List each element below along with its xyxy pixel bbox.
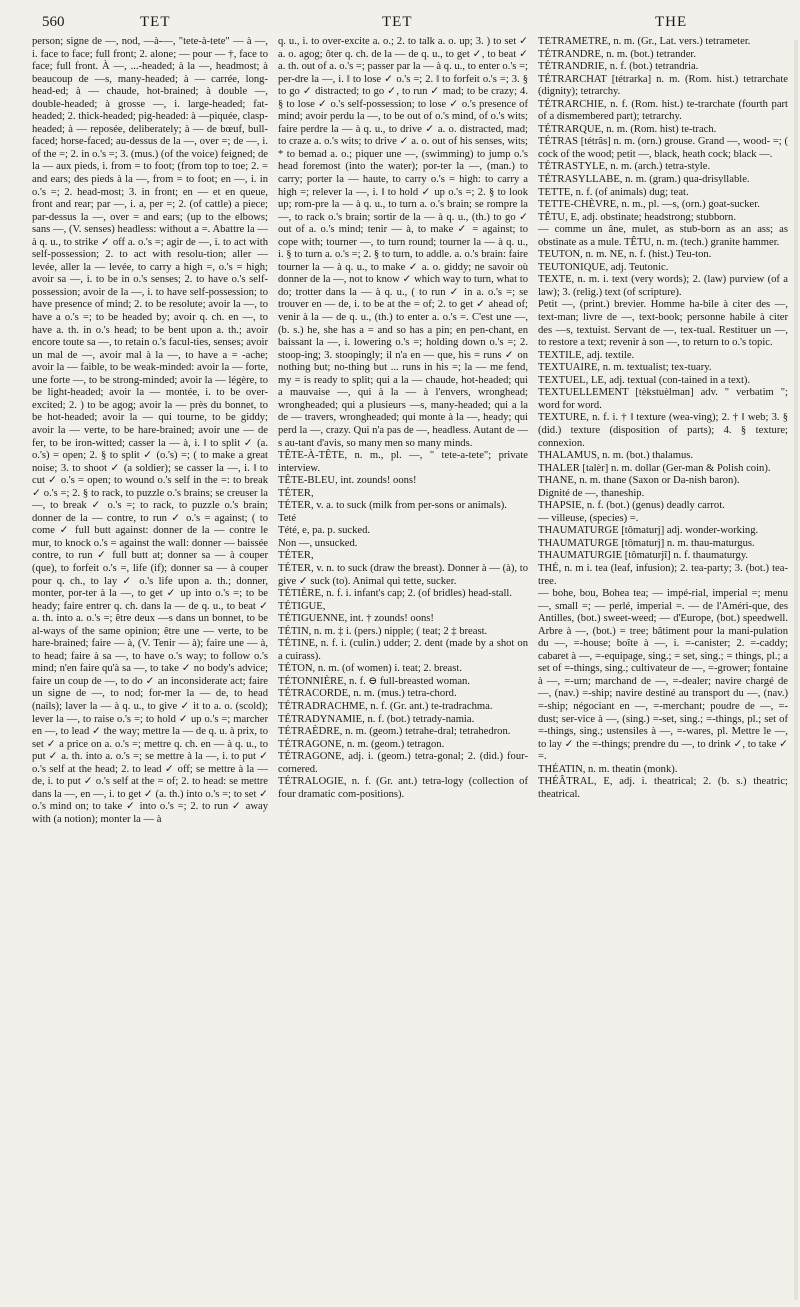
column-middle bbox=[278, 36, 528, 1297]
dictionary-entry: THAUMATURGIE [tômaturjî] n. f. thaumaturgy. bbox=[538, 550, 749, 562]
dictionary-entry: TÉTIN, n. m. ‡ i. (pers.) nipple; ( teat; 2 ‡ breast. bbox=[278, 625, 488, 637]
dictionary-entry: THALER [talèr] n. m. dollar (Ger-man & Polish coin). bbox=[538, 462, 771, 474]
dictionary-entry: Teté bbox=[278, 512, 297, 524]
dictionary-entry: THAPSIE, n. f. (bot.) (genus) deadly carrot. bbox=[538, 500, 725, 512]
dictionary-entry: TÉTRASYLLABE, n. m. (gram.) qua-drisyllable. bbox=[538, 174, 750, 186]
dictionary-entry: TEXTILE, adj. textile. bbox=[538, 349, 635, 361]
dictionary-entry: THÉATIN, n. m. theatin (monk). bbox=[538, 763, 678, 775]
dictionary-entry: TÉTINE, n. f. i. (culin.) udder; 2. dent (made by a shot on a cuirass). bbox=[278, 638, 528, 662]
dictionary-entry: TEUTONIQUE, adj. Teutonic. bbox=[538, 261, 669, 273]
dictionary-entry: TÉTER, v. n. to suck (draw the breast). Donner à — (à), to give ✓ suck (to). Animal qui tette, sucker. bbox=[278, 562, 528, 587]
dictionary-entry: person; signe de —, nod, —à-—, "tete-à-tete" — à —, i. face to face; full front; 2. alone; — pour — †, face to face; full front. À —, ...-headed; à la —, headmost; à beaucoup de —s, many-headed; à — carrée, long-head-ed; à — chaude, hot-brained; à double —, double-headed; à grosse —, i. large-headed; fat-headed; 2. thick-headed; pig-headed: à —piquée, clasp-headed; à — reposée, deliberately; à — de bœuf, bull-faced; horse-faced; au-dessus de la —, over =; de —, i. of the =; 2. in o.'s =; 3. (mus.) (of the voice) feigned; de la — aux pieds, i. from = to foot; (from top to toe; 2. = and ears; des pieds à la —, from = to foot; en —, i. in o.'s =; 2. head-most; 3. in front; en — et en queue, front and rear; par —, i. a, per =; 2. (of cattle) a piece; par-dessus la —, over = and ears; (up to the elbows; sans —, (V. senses) headless: without a =. Abattre la — à q. u., to strike ✓ off a. o.'s =; agir de —, i. to act with self-possession; 2. to act with resolu-tion; aller — levée, aller la — levée, to carry a high =, o.'s = high; avoir sa —, i. to be in o.'s senses; 2. to have o.'s self-possession; avoir de la —, i. to have self-possession; to have presence of mind; 2. to be resolute; avoir la —, to have a o.'s =; to be headed by; avoir q. ch. en —, to have a. th. in o.'s head; to be bent upon a. th.; avoir encore toute sa —, to retain o.'s facul-ties, senses; avoir un mal de —, avoir mal à la —, to have a = -ache; avoir la — faible, to be weak-minded: avoir la — forte, une forte —, to be strong-minded; avoir la — légère, to be light-headed; avoir la — montée, i. to be over-excited; 2. ) to be agog; avoir la — près du bonnet, to be hot-headed; avoir la — qui tourne, to be giddy; avoir la — verte, to be hare-brained; avoir une — de fer, to be iron-witted; casser la — à, i. ‖ to split ✓ (a. o.'s) = open; 2. § to split ✓ (o.'s) =; ( to make a great noise; 3. to shoot ✓ (a soldier); se casser la —, i. ‖ to cut ✓ o.'s = open; to wound o.'s self in the =: to break ✓ o.'s =; 2. § to rack, to puzzle o.'s brains; se creuser la —, to break ✓ o.'s =; to rack, to puzzle o.'s brain; donner de la — contre, to run ✓ o.'s = against; ( to come ✓ full butt against: donner de la — contre le mur, to knock o.'s = against the wall: donner — baissée contre, to run ✓ full butt at; donner sa — à couper (que), to forfeit o.'s =, life (if); donner sa — à couper pour q. ch., to lay ✓ o.'s life upon a. th.; donner, monter, por-ter à la —, to get ✓ up into o.'s =; to be heady; faire entrer q. ch. dans la — de q. u., to beat ✓ a. th. into a. o.'s =; être deux —s dans un bonnet, to be al-ways of the same opinion; être une — verte, to be hare-brained; faire — à, (V. Tenir — à); faire une — à, to head; faire à sa —, to have o.'s way; to follow o.'s mind; n'en faire qu'à sa —, to take ✓ no body's advice; faire un coup de —, to do ✓ an inconsiderate act; faire un signe de —, to nod; for-mer la — de, to head (nails); laver la — à q. u., to give ✓ it to a. o. (scold); lever la —, to raise o.'s =; to hold ✓ up o.'s =; marcher en —, to lead ✓ the way; mettre la — de q. u. à prix, to set ✓ a price on a. o.'s =; mettre q. ch. en — à q. u., to put ✓ a. th. into a. o.'s =; se mettre à la —, i. to put ✓ o.'s self at the head; 2. to lead ✓ off; se mettre à la — de, i. to put ✓ o.'s self at the = of; 2. to head: se mettre dans la —, en —, i. to get ✓ (a. th.) into o.'s =; to set ✓ o.'s mind on; to take ✓ into o.'s =; 2. to run ✓ away with (a notion); monter la — à bbox=[32, 36, 268, 825]
dictionary-entry: TÉTRARCHAT [tétrarka] n. m. (Rom. hist.) tetrarchate (dignity); tetrarchy. bbox=[538, 73, 788, 98]
dictionary-entry: TEXTE, n. m. i. text (very words); 2. (law) purview (of a law); 3. (relig.) text (of scripture). bbox=[538, 274, 788, 298]
dictionary-entry: THAUMATURGE [tômaturj] adj. wonder-working. bbox=[538, 525, 759, 537]
dictionary-entry: TÉTON, n. m. (of women) i. teat; 2. breast. bbox=[278, 663, 462, 675]
dictionary-entry: TÉTRADRACHME, n. f. (Gr. ant.) te-tradrachma. bbox=[278, 700, 493, 712]
column-right bbox=[538, 36, 788, 1297]
column-left bbox=[32, 36, 268, 1297]
dictionary-entry: TÉTRANDRE, n. m. (bot.) tetrander. bbox=[538, 48, 696, 60]
dictionary-entry: Non —, unsucked. bbox=[278, 537, 358, 549]
page-edge bbox=[794, 40, 798, 1300]
dictionary-entry: TÉTRACORDE, n. m. (mus.) tetra-chord. bbox=[278, 688, 457, 700]
dictionary-entry: TÉTRALOGIE, n. f. (Gr. ant.) tetra-logy (collection of four dramatic com-positions). bbox=[278, 776, 528, 800]
dictionary-entry: THALAMUS, n. m. (bot.) thalamus. bbox=[538, 450, 694, 462]
dictionary-entry: TÉTRANDRIE, n. f. (bot.) tetrandria. bbox=[538, 61, 699, 73]
dictionary-entry: TEXTUEL, LE, adj. textual (con-tained in a text). bbox=[538, 374, 751, 386]
dictionary-entry: THÉÂTRAL, E, adj. i. theatrical; 2. (b. s.) theatric; theatrical. bbox=[538, 776, 788, 800]
dictionary-entry: TÉTRAMÈTRE, n. m. (Gr., Lat. vers.) tetrameter. bbox=[538, 36, 751, 47]
dictionary-entry: TÉTRAS [tétrâs] n. m. (orn.) grouse. Grand —, wood- =; ( cock of the wood; petit —, black, heath cock; black —. bbox=[538, 136, 788, 160]
dictionary-entry: TÉTER, v. a. to suck (milk from per-sons or animals). bbox=[278, 500, 507, 512]
dictionary-entry: TEXTUELLEMENT [tèkstuèlman] adv. " verbatim "; word for word. bbox=[538, 387, 788, 411]
dictionary-entry: TÉTER, bbox=[278, 487, 314, 499]
running-head-right: THE bbox=[655, 14, 688, 30]
dictionary-entry: TÉTIGUENNE, int. † zounds! oons! bbox=[278, 613, 434, 625]
dictionary-entry: TEUTON, n. m. NE, n. f. (hist.) Teu-ton. bbox=[538, 249, 712, 261]
dictionary-entry: TÊTU, E, adj. obstinate; headstrong; stubborn. bbox=[538, 211, 737, 223]
dictionary-entry: Petit —, (print.) brevier. Homme ha-bile à citer des —, text-man; livre de —, text-book; personne habile à citer des —s, textuist. Servant de —, tex-tual. Restituer un —, to restore a text; revenir à son —, to return to o.'s topic. bbox=[538, 299, 788, 349]
dictionary-entry: Dignité de —, thaneship. bbox=[538, 487, 645, 499]
dictionary-entry: TÉTRAGONE, n. m. (geom.) tetragon. bbox=[278, 738, 445, 750]
page-number: 560 bbox=[42, 14, 65, 30]
dictionary-entry: TÉTRADYNAMIE, n. f. (bot.) tetrady-namia. bbox=[278, 713, 475, 725]
running-head-center: TET bbox=[382, 14, 413, 30]
dictionary-entry: TEXTURE, n. f. i. † ‖ texture (wea-ving); 2. † ‖ web; 3. § (did.) texture (disposition of parts); 4. § texture; connexion. bbox=[538, 412, 788, 449]
dictionary-entry: TÊTE-BLEU, int. zounds! oons! bbox=[278, 475, 417, 487]
running-head-left: TET bbox=[140, 14, 171, 30]
dictionary-entry: TÉTRARCHIE, n. f. (Rom. hist.) te-trarchate (fourth part of a dismembered part); tetrarchy. bbox=[538, 98, 788, 123]
dictionary-entry: — bohe, bou, Bohea tea; — impé-rial, imperial =; menu —, small =; — perlé, imperial =. — de l'Améri-que, des Antilles, (bot.) sweet-weed; — d'Europe, (bot.) speedwell. Arbre à —, (bot.) = tree; bâtiment pour la mani-pulation du —, =-house; boîte à —, i. =-canister; 2. =-caddy; cabaret à —, =-equipage, sing.; = set, sing.; = things, pl.; a set of =-things, sing.; cultivateur de —, =-grower; fontaine à —, =-urn; marchand de —, =-dealer; navire chargé de —, (nav.) =-ship; navire destiné au transport du —, (nav.) =-ship; négociant en —, =-merchant; poudre de —, =-dust; ser-vice à —, (sing.) =-set, sing.; =-things, pl.; set of =-things, sing.; ustensiles à —, =-wares, pl. Mettre le —, to lay ✓ the =-things; prendre du —, to drink ✓, to take ✓ =. bbox=[538, 588, 788, 763]
dictionary-entry: TÉTRASTYLE, n. m. (arch.) tetra-style. bbox=[538, 161, 711, 173]
dictionary-entry: TÉTRARQUE, n. m. (Rom. hist) te-trach. bbox=[538, 123, 717, 135]
dictionary-entry: TÉTIÈRE, n. f. i. infant's cap; 2. (of bridles) head-stall. bbox=[278, 588, 513, 600]
dictionary-entry: q. u., i. to over-excite a. o.; 2. to talk a. o. up; 3. ) to set ✓ a. o. agog; ôter q. ch. de la — de q. u., to get ✓, to beat ✓ a. th. out of a. o.'s =; passer par la — à q. u., to enter o.'s =; per-dre la —, i. ‖ to lose ✓ o.'s =; 2. ‖ to forfeit o.'s =; 3. § to go ✓ distracted; to go ✓, to run ✓ mad; to be crazy; 4. § to lose ✓ o.'s self-possession; to lose ✓ o.'s presence of mind; avoir perdu la —, to be out of o.'s mind, of o.'s wits; faire perdre la — à q. u., to drive ✓ a. o. distracted, mad; to craze a. o.'s wits; to drive ✓ a. o. out of his senses, wits; * to bemad a. o.; piquer une —, (swimming) to jump o.'s head foremost (into the water); por-ter la —, (man.) to carry; porter la — haute, to carry o.'s = high: to carry a high =; relever la —, i. ‖ to hold ✓ up o.'s =; 2. § to look up; rom-pre la — à q. u., to turn a. o.'s brain; se rompre la —, to rack o.'s brain; sortir de la — à q. u., (th.) to go ✓ out of a. o.'s mind; tenir — à, to make ✓ = against; to cope with; tourner —, to turn round; tourner la — à q. u., i. § to turn a. o.'s =; 2. § to turn, to addle. a. o.'s brain: faire tourner la — à q. u., to make ✓ a. o. giddy; ne savoir où donner de la —, not to know ✓ which way to turn, what to do; trotter dans la — à q. u., ( to run ✓ in a. o.'s =; se trouver en — de, i. to be at the = of; 2. to get ✓ ahead of; venir à la — de q. u., (th.) to enter a. o.'s =. C'est une —, (b. s.) he, she has a = and so has a pin; en pen-chant, en baissant la —, i. lowering o.'s =; holding down o.'s =; 2. stoop-ing; 3. stoopingly; il n'a en — que, his = runs ✓ on nothing but; no-thing but ... runs in his =; la — me fend, my = is ready to split; qui a la — chaude, hot-headed; qui a mauvaise —, qui à la — à l'envers, wronghead; wrongheaded; qui a plusieurs —s, many-headed; qui a la de — travers, wrongheaded; qui monte à la —, heady; qui perd la —, crazy. Qui n'a pas de —, headless. Autant de —s au-tant d'avis, so many men so many minds. bbox=[278, 36, 528, 449]
dictionary-entry: TÉTONNIÈRE, n. f. ⊖ full-breasted woman. bbox=[278, 675, 470, 687]
dictionary-entry: Tété, e, pa. p. sucked. bbox=[278, 525, 371, 537]
dictionary-entry: TETTE-CHÈVRE, n. m., pl. —s, (orn.) goat-sucker. bbox=[538, 199, 760, 211]
dictionary-entry: TÊTE-À-TÊTE, n. m., pl. —, " tete-a-tete"; private interview. bbox=[278, 450, 528, 474]
dictionary-entry: THANE, n. m. thane (Saxon or Da-nish baron). bbox=[538, 475, 740, 487]
dictionary-entry: — villeuse, (species) =. bbox=[538, 512, 639, 524]
dictionary-entry: TÉTRAGONE, adj. i. (geom.) tetra-gonal; 2. (did.) four-cornered. bbox=[278, 751, 528, 775]
page-header bbox=[0, 8, 800, 36]
dictionary-entry: TÉTER, bbox=[278, 550, 314, 562]
dictionary-entry: TÉTIGUE, bbox=[278, 600, 326, 612]
dictionary-entry: THÉ, n. m i. tea (leaf, infusion); 2. tea-party; 3. (bot.) tea-tree. bbox=[538, 562, 788, 587]
dictionary-entry: — comme un âne, mulet, as stub-born as an ass; as obstinate as a mule. TÊTU, n. m. (tech.) granite hammer. bbox=[538, 224, 788, 248]
dictionary-entry: TÉTRAÈDRE, n. m. (geom.) tetrahe-dral; tetrahedron. bbox=[278, 726, 511, 738]
dictionary-entry: TETTE, n. f. (of animals) dug; teat. bbox=[538, 186, 689, 198]
text-columns bbox=[32, 36, 788, 1297]
dictionary-entry: TEXTUAIRE, n. m. textualist; tex-tuary. bbox=[538, 362, 712, 374]
dictionary-entry: THAUMATURGE [tômaturj] n. m. thau-maturgus. bbox=[538, 537, 755, 549]
